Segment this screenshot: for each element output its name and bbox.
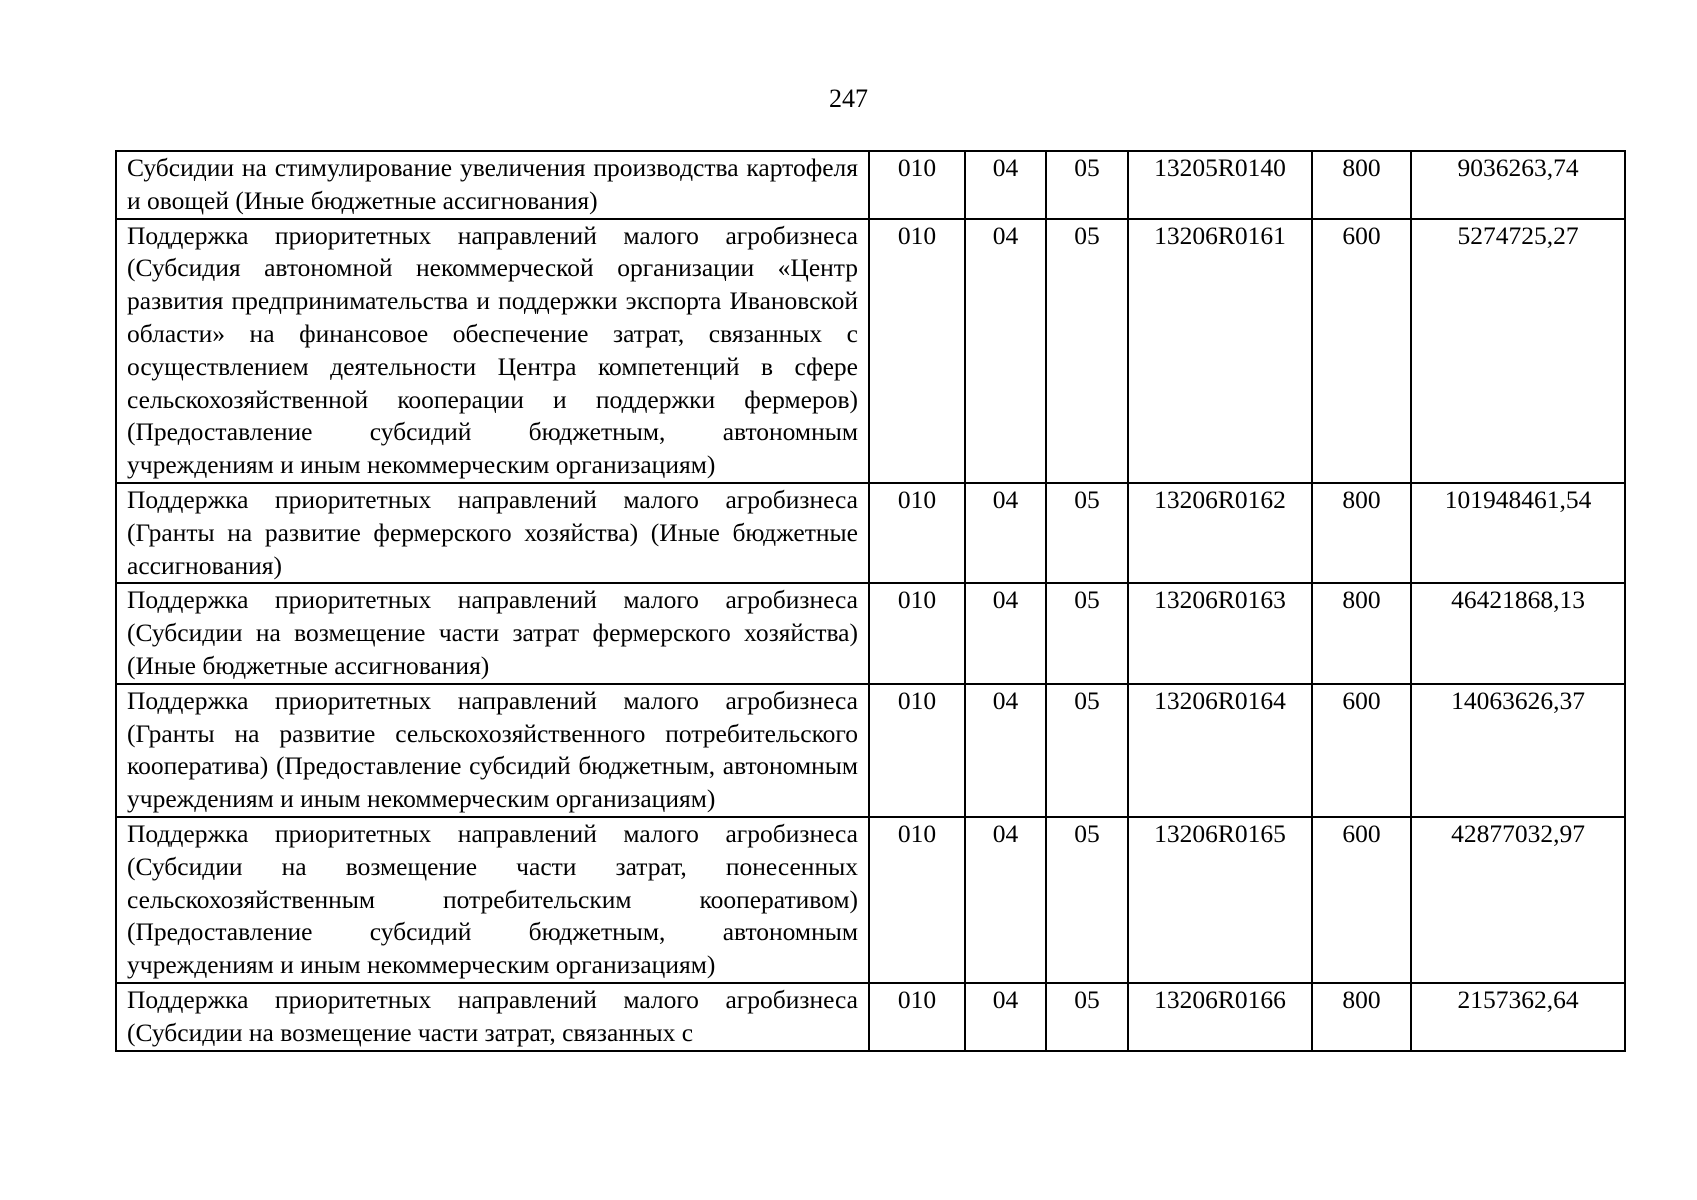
subsection-code: 05 bbox=[1046, 684, 1128, 817]
table-row bbox=[116, 983, 1625, 1051]
expense-type-code: 800 bbox=[1312, 483, 1411, 583]
expense-type-code: 800 bbox=[1312, 983, 1411, 1051]
row-description: Поддержка приоритетных направлений малого агробизнеса (Субсидия автономной некоммерческой организации «Центр развития предпринимательства и поддержки экспорта Ивановской области» на финансовое обеспечение затрат, связанных с осуществлением деятельности Центра компетенций в сфере сельскохозяйственной кооперации и поддержки фермеров) (Предоставление субсидий бюджетным, автономным учреждениям и иным некоммерческим организациям) bbox=[116, 219, 869, 483]
subsection-code: 05 bbox=[1046, 583, 1128, 683]
target-article-code: 13206R0164 bbox=[1128, 684, 1312, 817]
section-code: 04 bbox=[965, 983, 1046, 1051]
table-row bbox=[116, 583, 1625, 683]
row-description: Поддержка приоритетных направлений малого агробизнеса (Субсидии на возмещение части затрат, понесенных сельскохозяйственным потребительским кооперативом) (Предоставление субсидий бюджетным, автономным учреждениям и иным некоммерческим организациям) bbox=[116, 817, 869, 983]
table-row bbox=[116, 483, 1625, 583]
target-article-code: 13206R0165 bbox=[1128, 817, 1312, 983]
ministry-code: 010 bbox=[869, 684, 965, 817]
budget-table bbox=[115, 150, 1626, 1052]
row-description: Поддержка приоритетных направлений малого агробизнеса (Гранты на развитие фермерского хозяйства) (Иные бюджетные ассигнования) bbox=[116, 483, 869, 583]
row-description: Поддержка приоритетных направлений малого агробизнеса (Субсидии на возмещение части затрат фермерского хозяйства) (Иные бюджетные ассигнования) bbox=[116, 583, 869, 683]
amount-value: 14063626,37 bbox=[1411, 684, 1625, 817]
subsection-code: 05 bbox=[1046, 151, 1128, 219]
subsection-code: 05 bbox=[1046, 817, 1128, 983]
table-row bbox=[116, 817, 1625, 983]
subsection-code: 05 bbox=[1046, 983, 1128, 1051]
subsection-code: 05 bbox=[1046, 483, 1128, 583]
section-code: 04 bbox=[965, 219, 1046, 483]
amount-value: 9036263,74 bbox=[1411, 151, 1625, 219]
target-article-code: 13206R0161 bbox=[1128, 219, 1312, 483]
amount-value: 2157362,64 bbox=[1411, 983, 1625, 1051]
expense-type-code: 600 bbox=[1312, 684, 1411, 817]
ministry-code: 010 bbox=[869, 583, 965, 683]
ministry-code: 010 bbox=[869, 219, 965, 483]
row-description: Субсидии на стимулирование увеличения производства картофеля и овощей (Иные бюджетные ассигнования) bbox=[116, 151, 869, 219]
table-row bbox=[116, 684, 1625, 817]
expense-type-code: 600 bbox=[1312, 817, 1411, 983]
ministry-code: 010 bbox=[869, 983, 965, 1051]
target-article-code: 13206R0166 bbox=[1128, 983, 1312, 1051]
row-description: Поддержка приоритетных направлений малого агробизнеса (Гранты на развитие сельскохозяйственного потребительского кооператива) (Предоставление субсидий бюджетным, автономным учреждениям и иным некоммерческим организациям) bbox=[116, 684, 869, 817]
expense-type-code: 800 bbox=[1312, 151, 1411, 219]
ministry-code: 010 bbox=[869, 817, 965, 983]
section-code: 04 bbox=[965, 817, 1046, 983]
section-code: 04 bbox=[965, 483, 1046, 583]
expense-type-code: 600 bbox=[1312, 219, 1411, 483]
subsection-code: 05 bbox=[1046, 219, 1128, 483]
target-article-code: 13205R0140 bbox=[1128, 151, 1312, 219]
expense-type-code: 800 bbox=[1312, 583, 1411, 683]
section-code: 04 bbox=[965, 583, 1046, 683]
amount-value: 5274725,27 bbox=[1411, 219, 1625, 483]
ministry-code: 010 bbox=[869, 483, 965, 583]
amount-value: 42877032,97 bbox=[1411, 817, 1625, 983]
amount-value: 101948461,54 bbox=[1411, 483, 1625, 583]
section-code: 04 bbox=[965, 684, 1046, 817]
ministry-code: 010 bbox=[869, 151, 965, 219]
table-row bbox=[116, 219, 1625, 483]
row-description: Поддержка приоритетных направлений малого агробизнеса (Субсидии на возмещение части затрат, связанных с bbox=[116, 983, 869, 1051]
target-article-code: 13206R0162 bbox=[1128, 483, 1312, 583]
table-row bbox=[116, 151, 1625, 219]
page-number: 247 bbox=[829, 84, 868, 113]
amount-value: 46421868,13 bbox=[1411, 583, 1625, 683]
target-article-code: 13206R0163 bbox=[1128, 583, 1312, 683]
section-code: 04 bbox=[965, 151, 1046, 219]
